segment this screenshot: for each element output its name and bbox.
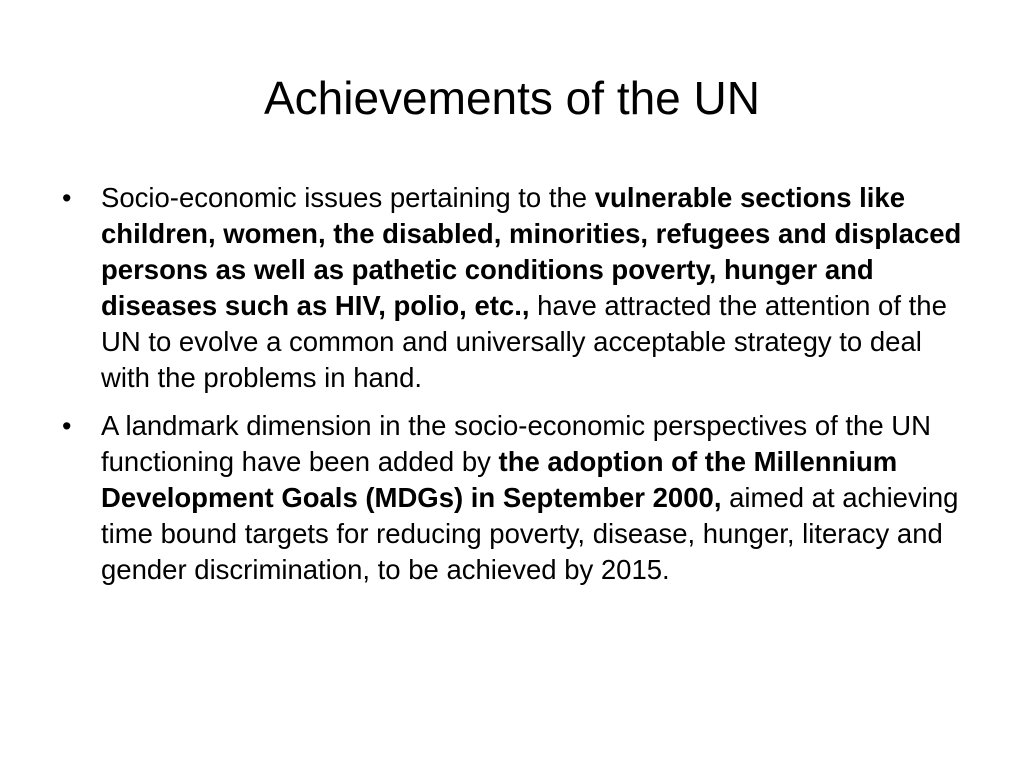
bullet-dot-icon: • [62, 411, 72, 441]
slide-title: Achievements of the UN [263, 72, 760, 124]
bullet-text-bold-segment: the adoption of the Millennium Development Goals (MDGs) in September 2000, [101, 446, 898, 513]
bullet-text-segment: have attracted the attention of the UN to evolve a common and universally acceptable strategy to deal with the problems in hand. [101, 290, 947, 393]
bullet-text-segment: aimed at achieving time bound targets for reducing poverty, disease, hunger, literacy and gender discrimination, to be achieved by 2015. [101, 482, 959, 585]
bullet-dot-icon: • [62, 183, 72, 213]
bullet-text-segment: A landmark dimension in the socio-economic perspectives of the UN functioning have been added by [101, 410, 931, 477]
bullet-item [56, 408, 974, 588]
bullet-text-bold-segment: vulnerable sections like children, women, the disabled, minorities, refugees and displaced persons as well as pathetic conditions poverty, hunger and diseases such as HIV, polio, etc., [101, 182, 962, 321]
bullet-item [56, 180, 974, 396]
bullet-list [56, 180, 974, 600]
bullet-text-segment: Socio-economic issues pertaining to the [101, 182, 595, 213]
